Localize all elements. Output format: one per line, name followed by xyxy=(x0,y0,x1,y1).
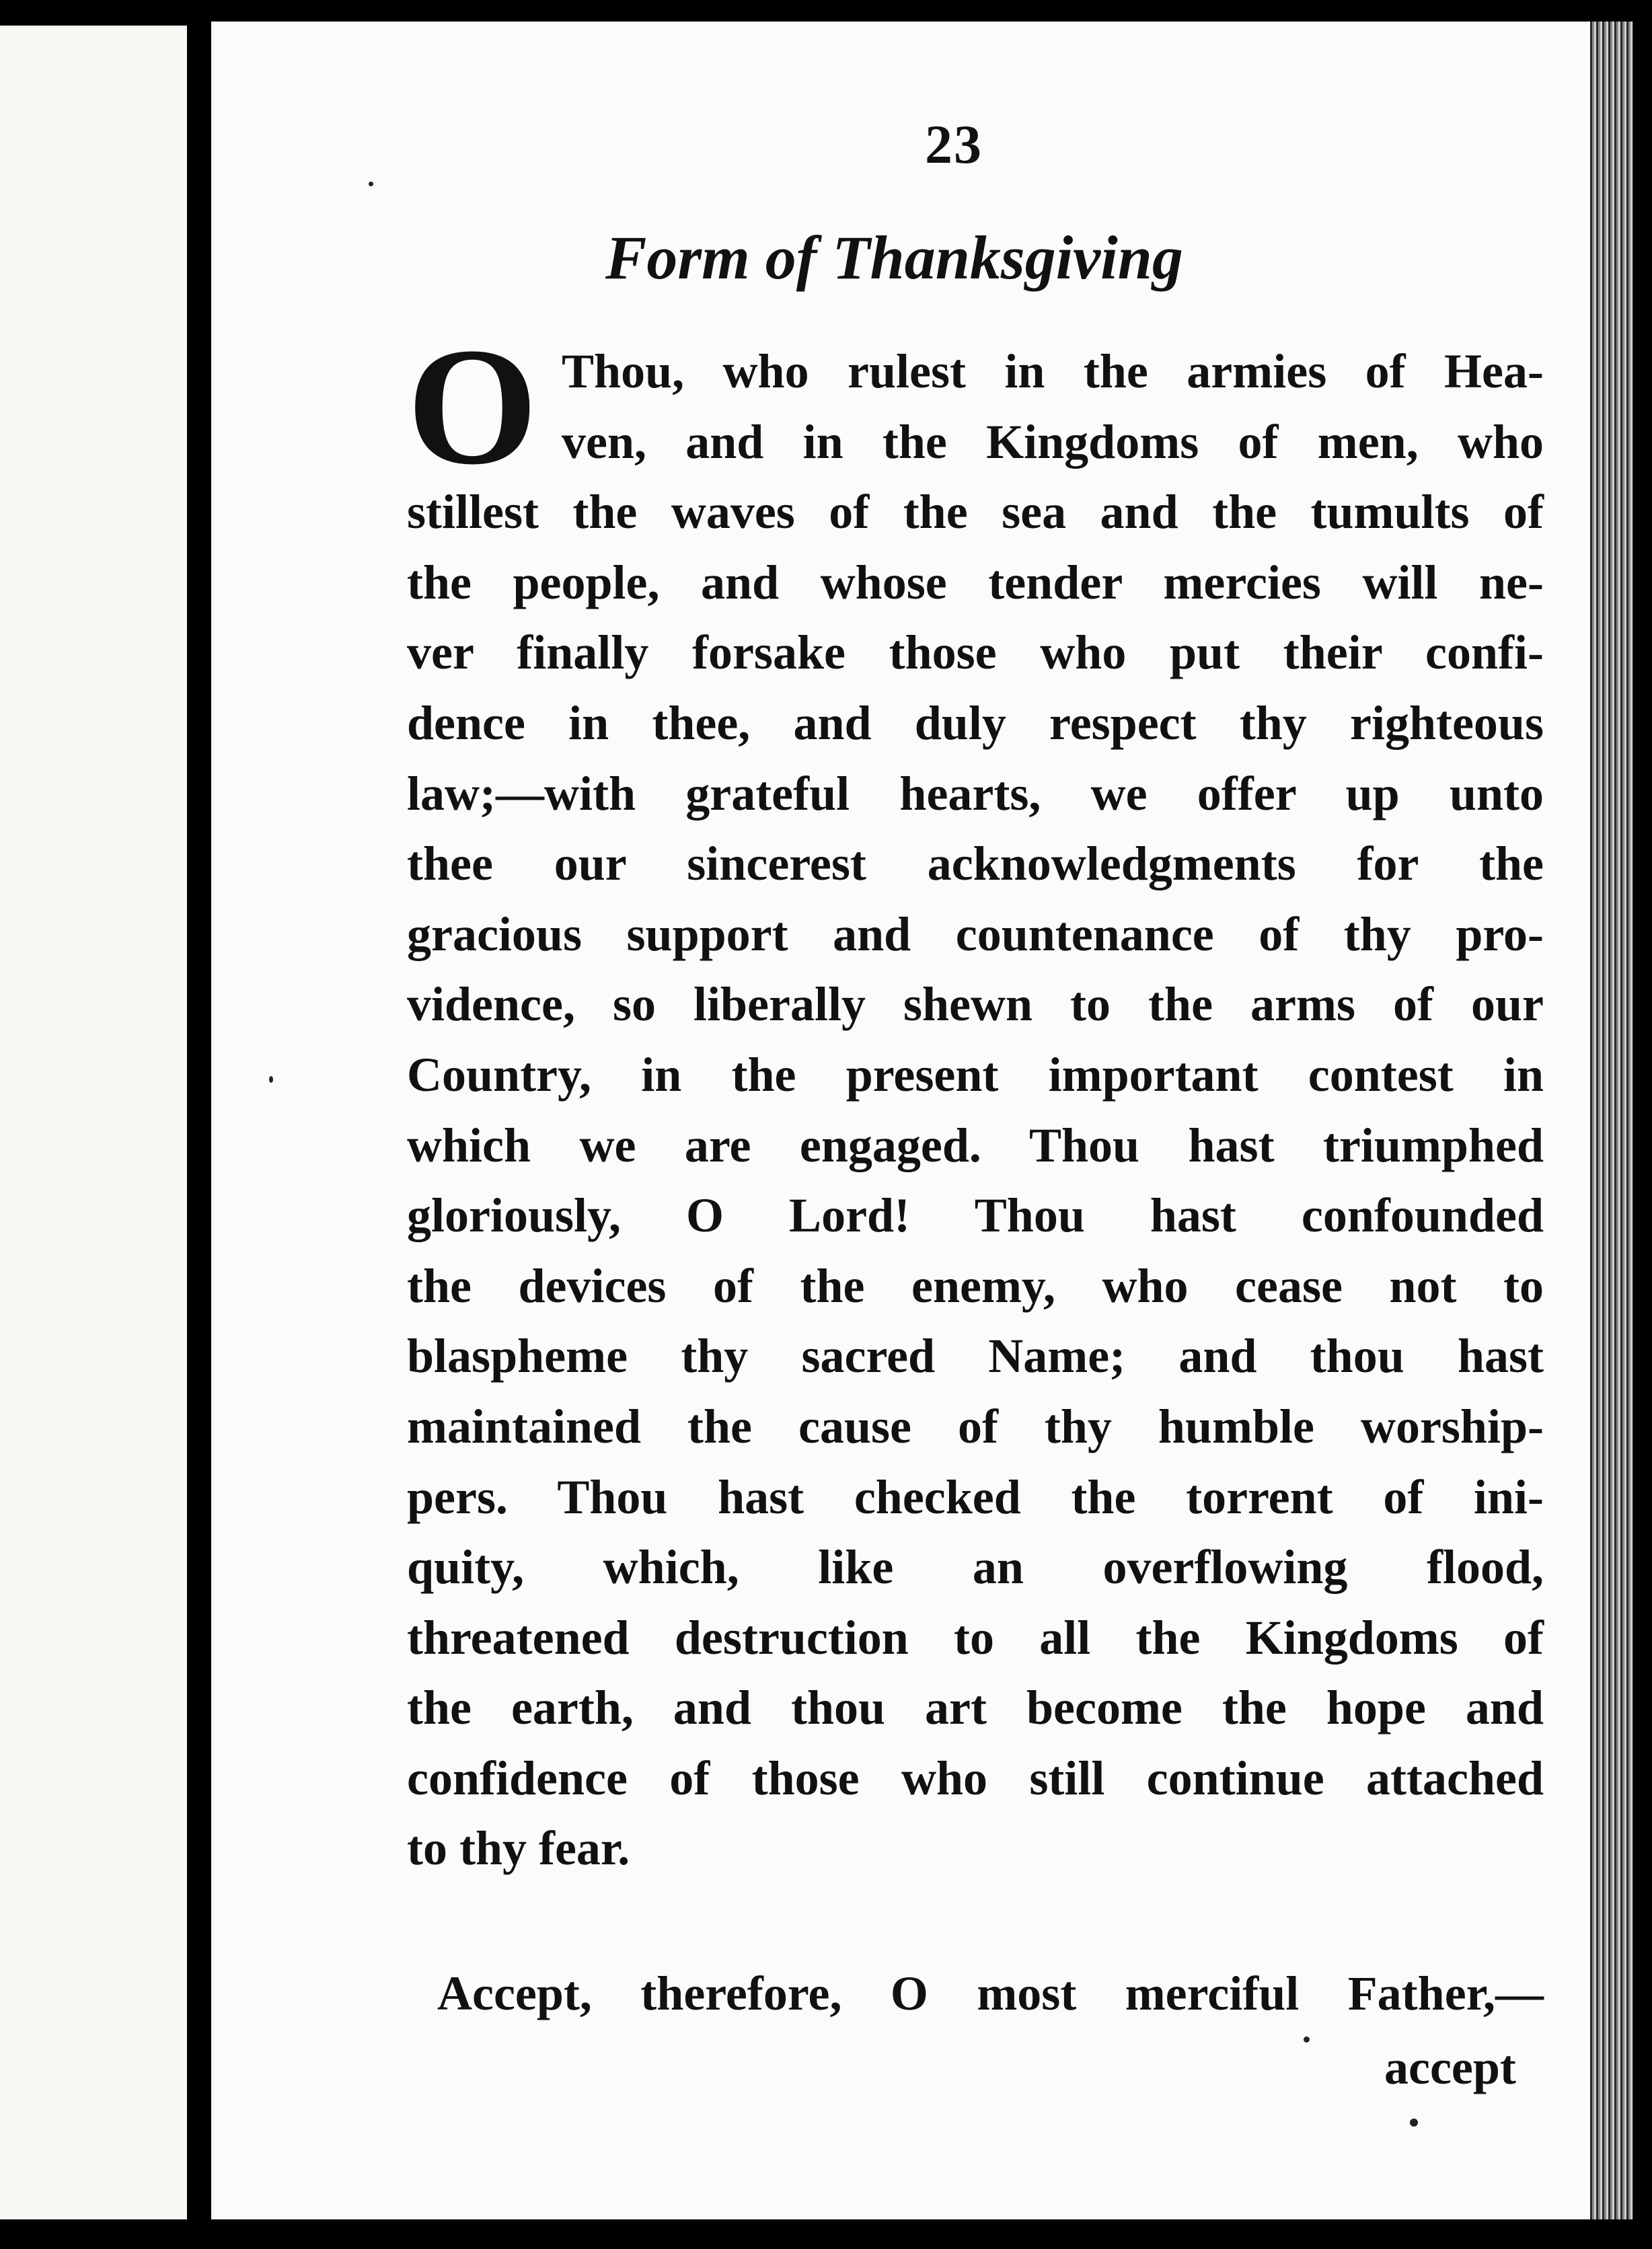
facing-page-edge xyxy=(0,26,187,2219)
text-line: vidence, so liberally shewn to the arms of our xyxy=(407,977,1544,1032)
page-number: 23 xyxy=(925,114,983,175)
text-line: gloriously, O Lord! Thou hast confounded xyxy=(407,1188,1544,1243)
catchword: accept xyxy=(1384,2041,1516,2094)
text-line: confidence of those who still continue attached xyxy=(407,1751,1544,1805)
text-line: blaspheme thy sacred Name; and thou hast xyxy=(407,1329,1544,1383)
scan-bottom-border xyxy=(0,2219,1652,2249)
text-line: Country, in the present important contest in xyxy=(407,1047,1544,1102)
text-line: law;—with grateful hearts, we offer up unto xyxy=(407,766,1544,821)
ink-speck xyxy=(269,1076,273,1083)
book-gutter xyxy=(187,0,211,2249)
text-line: gracious support and countenance of thy pro- xyxy=(407,907,1544,961)
text-line: which we are engaged. Thou hast triumphed xyxy=(407,1118,1544,1172)
text-line: pers. Thou hast checked the torrent of ini- xyxy=(407,1470,1544,1524)
ink-speck xyxy=(1304,2036,1310,2043)
text-line: ver finally forsake those who put their confi- xyxy=(407,625,1544,680)
text-line: threatened destruction to all the Kingdoms of xyxy=(407,1610,1544,1665)
paragraph-2-first-line: Accept, therefore, O most merciful Father,— xyxy=(437,1967,1544,2020)
ink-speck xyxy=(369,182,373,186)
text-line: quity, which, like an overflowing flood, xyxy=(407,1540,1544,1595)
text-line: maintained the cause of thy humble worship- xyxy=(407,1399,1544,1453)
page-heading: Form of Thanksgiving xyxy=(605,223,1183,292)
text-line: to thy fear. xyxy=(407,1821,630,1876)
text-line: Thou, who rulest in the armies of Hea- xyxy=(562,344,1544,398)
text-line: ven, and in the Kingdoms of men, who xyxy=(562,414,1544,469)
text-line: the earth, and thou art become the hope and xyxy=(407,1681,1544,1735)
text-line: dence in thee, and duly respect thy righteous xyxy=(407,695,1544,750)
text-line: the devices of the enemy, who cease not to xyxy=(407,1258,1544,1313)
text-line: the people, and whose tender mercies will ne- xyxy=(407,555,1544,609)
text-line: stillest the waves of the sea and the tumults of xyxy=(407,485,1544,539)
text-line: thee our sincerest acknowledgments for the xyxy=(407,837,1544,891)
ink-speck xyxy=(1410,2119,1418,2127)
page-fore-edge xyxy=(1590,22,1633,2219)
paragraph-1 xyxy=(407,313,1544,1884)
drop-cap-letter: O xyxy=(407,313,538,500)
